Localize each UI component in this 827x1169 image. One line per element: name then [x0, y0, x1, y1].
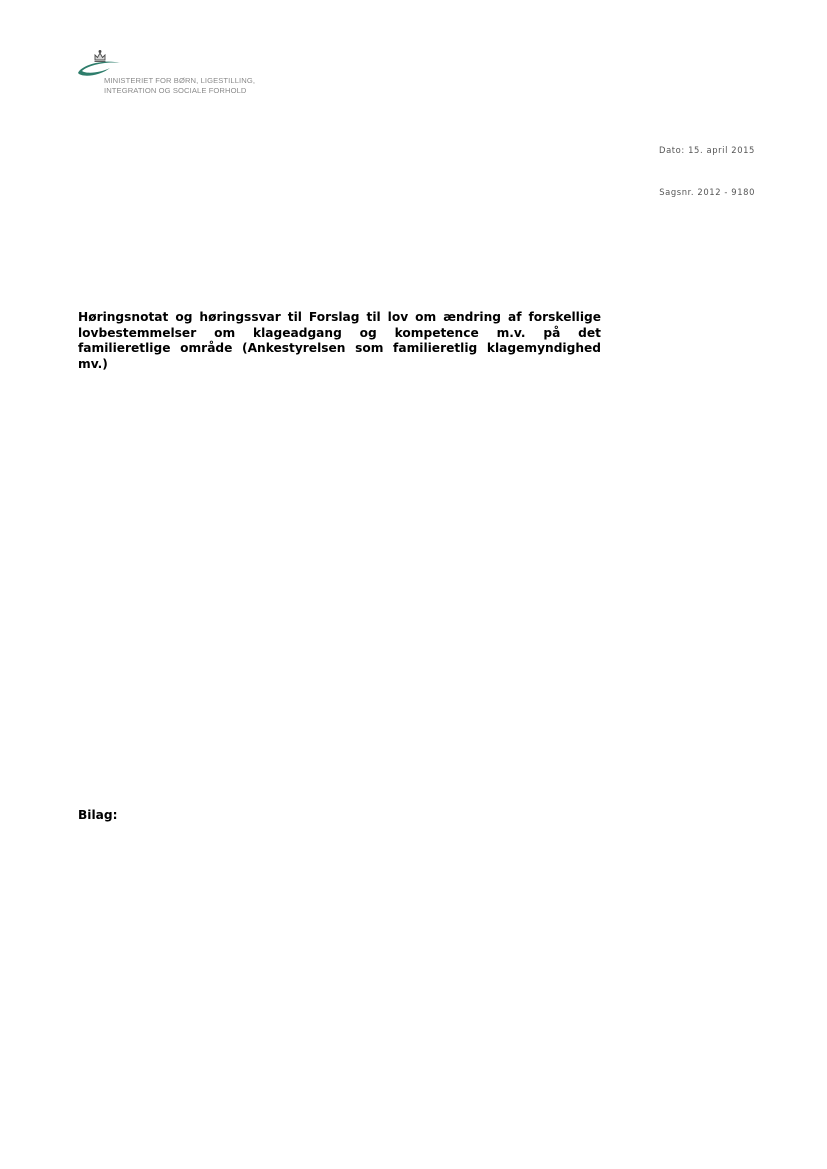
ministry-name-line-2: INTEGRATION OG SOCIALE FORHOLD	[104, 86, 247, 95]
document-title: Høringsnotat og høringssvar til Forslag til lov om ændring af forskellige lovbestemmelser om klageadgang og kompetence m.v. på det familieretlige område (Ankestyrelsen som familieretlig klagemyndighed mv.)	[78, 310, 601, 371]
ministry-name-line-1: MINISTERIET FOR BØRN, LIGESTILLING,	[104, 76, 256, 85]
attachments-heading: Bilag:	[78, 808, 118, 822]
ministry-logo	[76, 46, 296, 98]
crown-swoosh-icon	[76, 46, 122, 80]
document-date: Dato: 15. april 2015	[659, 145, 755, 155]
case-number: Sagsnr. 2012 - 9180	[659, 187, 755, 197]
ministry-name	[104, 76, 255, 96]
